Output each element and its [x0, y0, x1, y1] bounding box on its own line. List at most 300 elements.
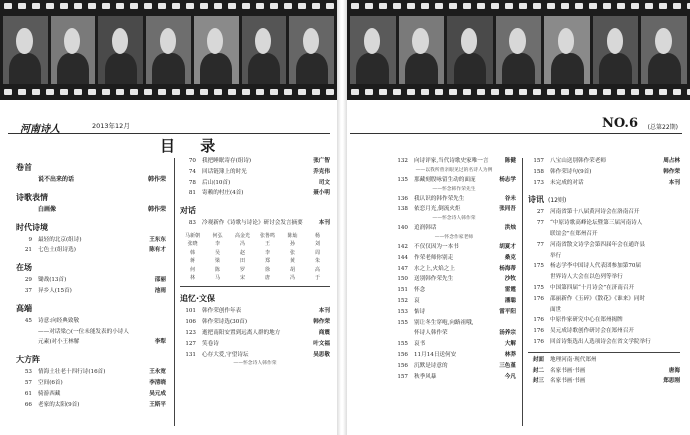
sprocket-hole [200, 89, 208, 95]
entry-subtitle: ——怀念诗人韩作荣 [432, 216, 476, 222]
entry-author: 王斯平 [149, 401, 166, 408]
news-title: 河南省散文诗学会第四届年会在通许县 [550, 241, 646, 248]
toc-entry[interactable] [180, 167, 330, 178]
toc-entry[interactable] [528, 167, 680, 178]
page-number: 77 [536, 241, 544, 248]
sprocket-hole [603, 89, 611, 95]
news-item[interactable] [528, 207, 680, 218]
sprocket-hole [298, 89, 306, 95]
entry-title: 水之上,火焰之上 [414, 265, 455, 272]
sprocket-hole [60, 3, 68, 9]
sprocket-hole [351, 89, 359, 95]
toc-entry[interactable] [392, 274, 516, 285]
toc-entry[interactable] [392, 318, 516, 329]
participant-name: 冯 [239, 241, 245, 248]
entry-title: 韩作荣创作年表 [202, 308, 242, 315]
entry-author: 大解 [504, 341, 516, 348]
entry-author: 雷霆 [504, 287, 516, 294]
entry-author: 雷平阳 [499, 308, 516, 315]
entry-title: 不仅仅因为一本书 [414, 243, 459, 250]
toc-entry[interactable] [392, 285, 516, 296]
sprocket-hole [421, 89, 429, 95]
page-number: 123 [185, 330, 196, 337]
entry-title: 回话链簿上的时光 [202, 168, 247, 175]
sprocket-hole [379, 3, 387, 9]
sprocket-hole [645, 89, 653, 95]
sprocket-hole [298, 3, 306, 9]
entry-author: 今凡 [504, 373, 516, 380]
news-item[interactable] [528, 251, 680, 262]
entry-author: 韩作荣 [147, 176, 166, 183]
section-heading: 高端 [16, 303, 32, 313]
toc-entry[interactable] [180, 156, 330, 167]
sprocket-hole [256, 89, 264, 95]
sprocket-hole [589, 3, 597, 9]
entry-title: 骑游西藏 [38, 390, 61, 397]
entry-author: 韩作荣 [663, 168, 680, 175]
sprocket-hole [505, 3, 513, 9]
toc-entry[interactable] [16, 316, 166, 327]
news-item[interactable] [528, 218, 680, 229]
portrait-photo [146, 16, 191, 84]
photo-film-strip-left [0, 0, 337, 100]
toc-entry[interactable] [392, 296, 516, 307]
entry-title: 寄赖的村庄(4首) [202, 190, 244, 197]
toc-entry[interactable] [528, 156, 680, 167]
participant-name: 唐 [264, 275, 270, 282]
entry-title: 怀诗人韩作荣 [414, 330, 448, 337]
page-number: 70 [188, 158, 196, 164]
sprocket-hole [18, 3, 26, 9]
participant-name: 李 [264, 249, 270, 256]
entry-title: 空间(6首) [38, 379, 63, 386]
participant-name: 蒋 [189, 258, 195, 265]
toc-entry[interactable] [528, 366, 680, 377]
sprocket-hole [88, 89, 96, 95]
entry-author: 杨海蒂 [499, 265, 516, 272]
sprocket-hole [547, 3, 555, 9]
sprocket-hole [228, 3, 236, 9]
toc-column-1 [16, 156, 166, 410]
page-number: 144 [397, 254, 408, 261]
news-title: 河南省第十八届黄河诗会在洛南召开 [550, 209, 640, 216]
page-number: 封面 [532, 356, 544, 363]
toc-entry[interactable] [392, 194, 516, 205]
page-number: 176 [533, 295, 544, 302]
portrait-photo [350, 16, 396, 84]
page-number: 136 [397, 195, 408, 202]
entry-title: 作荣老师你别走 [414, 254, 454, 261]
page-number: 9 [28, 236, 32, 243]
page-number: 81 [188, 190, 196, 197]
entry-author: 谷未 [504, 195, 516, 202]
participant-name: 何弘 [212, 232, 223, 239]
entry-author: 张同吾 [499, 206, 516, 213]
page-number: 140 [397, 225, 408, 232]
page-gutter [337, 0, 347, 435]
toc-entry[interactable] [392, 361, 516, 372]
news-item[interactable] [528, 315, 680, 326]
entry-title: 名家书画·书画 [550, 367, 586, 374]
toc-entry[interactable] [16, 175, 166, 186]
toc-entry[interactable] [392, 204, 516, 215]
news-title: 举行 [550, 252, 562, 259]
participant-name: 何 [189, 266, 195, 273]
toc-entry[interactable] [16, 205, 166, 216]
entry-title: 秋季风暴 [414, 373, 437, 380]
sprocket-hole [351, 3, 359, 9]
sprocket-hole [561, 89, 569, 95]
section-divider [528, 352, 680, 353]
right-page-header [350, 118, 682, 134]
toc-entry[interactable] [392, 339, 516, 350]
entry-subtitle: ——怀念诗人韩作荣 [233, 361, 277, 367]
sprocket-hole [547, 89, 555, 95]
participant-name: 张鲁鸣 [259, 232, 275, 239]
participant-name: 李 [214, 241, 220, 248]
page-number: 74 [188, 168, 196, 175]
section-heading: 诗歌表情 [16, 192, 48, 202]
entry-author: 周占林 [663, 158, 680, 164]
participant-name: 于 [314, 275, 320, 282]
entry-title: 名家书画·书画 [550, 378, 586, 385]
sprocket-hole [172, 89, 180, 95]
participant-name: 黄 [289, 258, 295, 265]
sprocket-hole [617, 89, 625, 95]
entry-title: 惦诗 [414, 308, 426, 315]
entry-title: 冷观新作《诗歌与诗论》研讨会发言摘要 [202, 220, 303, 227]
page-number: 153 [397, 308, 408, 315]
entry-title: 哀 [414, 297, 420, 304]
entry-author: 张广智 [313, 158, 330, 164]
toc-entry[interactable] [392, 223, 516, 234]
entry-title: 韩作荣诗选(30首) [202, 319, 248, 326]
news-title: 邵丽新作《玉碎》《散花》《谁来》同时 [550, 295, 646, 302]
entry-title: 老家的太阳(9首) [38, 401, 80, 408]
toc-entry[interactable] [392, 350, 516, 361]
section-divider [180, 286, 330, 287]
sprocket-hole [435, 3, 443, 9]
left-page-header [8, 118, 330, 134]
sprocket-hole [379, 89, 387, 95]
sprocket-hole [463, 3, 471, 9]
sprocket-hole [186, 89, 194, 95]
toc-entry[interactable] [16, 337, 166, 348]
sprocket-hole [326, 89, 334, 95]
toc-entry[interactable] [16, 367, 166, 378]
sprocket-hole [435, 89, 443, 95]
toc-entry[interactable] [528, 355, 680, 366]
section-heading: 卷首 [16, 163, 32, 172]
entry-author: 叶文福 [313, 340, 330, 347]
toc-entry[interactable] [180, 306, 330, 317]
entry-subtitle: ——以我所曾亲眼见过的名诗人为例 [415, 167, 493, 173]
sprocket-hole [46, 89, 54, 95]
participant-name: 梁 [214, 258, 220, 265]
news-item[interactable] [528, 240, 680, 251]
sprocket-hole [158, 89, 166, 95]
entry-author: 李犁 [154, 339, 166, 346]
sprocket-hole [200, 3, 208, 9]
participant-name: 宋 [239, 275, 245, 282]
entry-title: 未完成的对话 [550, 179, 584, 186]
news-title: 吴元成诗歌创作研讨会在郑州召开 [550, 328, 634, 335]
toc-entry[interactable] [392, 175, 516, 186]
entry-author: 司文 [318, 179, 330, 186]
news-item[interactable] [528, 305, 680, 316]
page-number: 封二 [532, 367, 544, 374]
sprocket-hole [491, 89, 499, 95]
sprocket-hole [270, 89, 278, 95]
page-number: 155 [397, 319, 408, 326]
toc-entry[interactable] [180, 178, 330, 189]
sprocket-hole [631, 3, 639, 9]
toc-entry[interactable] [16, 327, 166, 338]
portrait-photo [194, 16, 239, 84]
toc-entry[interactable] [180, 339, 330, 350]
toc-entry[interactable] [16, 245, 166, 256]
page-number: 175 [533, 284, 544, 291]
news-title: 世界诗人大会在以色列等举行 [550, 274, 623, 281]
sprocket-hole [186, 3, 194, 9]
toc-entry[interactable] [16, 378, 166, 389]
toc-entry[interactable] [16, 235, 166, 246]
film-sprockets [0, 3, 337, 11]
section-heading: 追忆·文保 [180, 294, 216, 304]
news-item[interactable] [528, 283, 680, 294]
entry-author: 林莽 [504, 351, 516, 358]
entry-author: 杨志学 [499, 176, 516, 183]
page-number: 152 [397, 297, 408, 304]
toc-entry[interactable] [392, 156, 516, 167]
participant-name: 林 [189, 275, 195, 282]
film-sprockets [347, 3, 690, 11]
sprocket-hole [519, 89, 527, 95]
portrait-photo [593, 16, 639, 84]
sprocket-hole [116, 3, 124, 9]
entry-author: 吴思敬 [313, 351, 330, 358]
toc-entry[interactable] [392, 328, 516, 339]
sprocket-hole [32, 89, 40, 95]
sprocket-hole [130, 89, 138, 95]
entry-title: 最轻的北京(组诗) [38, 236, 82, 243]
entry-author: 韩作荣 [147, 205, 166, 213]
entry-author: 陈有才 [149, 247, 166, 254]
issue-date: 2013年12月 [92, 122, 130, 130]
entry-author: 郑思刚 [663, 378, 680, 385]
entry-title: 地理河南·现代郑州 [550, 356, 597, 363]
participant-name: 周 [314, 249, 320, 256]
news-item[interactable] [528, 272, 680, 283]
toc-column-4 [528, 156, 680, 387]
news-item[interactable] [528, 261, 680, 272]
participant-name: 高金光 [234, 232, 250, 239]
sprocket-hole [60, 89, 68, 95]
participant-name: 陈 [214, 266, 220, 273]
participant-name: 马 [214, 275, 220, 282]
sprocket-hole [102, 89, 110, 95]
entry-author: 王永宽 [149, 369, 166, 376]
entry-author: 三色堇 [499, 362, 516, 369]
entry-title: 我认识的韩作荣先生 [414, 195, 465, 202]
page-number: 61 [24, 390, 32, 397]
page-number: 29 [24, 277, 32, 284]
page-number: 157 [397, 373, 408, 380]
sprocket-hole [477, 3, 485, 9]
toc-entry[interactable] [180, 317, 330, 328]
entry-author: 洪烛 [504, 225, 516, 232]
toc-entry[interactable] [180, 218, 330, 229]
toc-entry[interactable] [180, 188, 330, 199]
participant-name: 陈灿 [287, 232, 298, 239]
sprocket-hole [144, 89, 152, 95]
portrait-photo [399, 16, 445, 84]
participant-name: 张 [289, 249, 295, 256]
page-number: 142 [397, 243, 408, 250]
sprocket-hole [575, 89, 583, 95]
sprocket-hole [74, 3, 82, 9]
news-item[interactable] [528, 294, 680, 305]
entry-author: 陈健 [504, 158, 516, 164]
sprocket-hole [449, 89, 457, 95]
sprocket-hole [144, 3, 152, 9]
participant-name: 高 [314, 266, 320, 273]
toc-entry[interactable] [16, 400, 166, 411]
news-title: 中原作家研究中心在郑州揭牌 [550, 317, 623, 324]
sprocket-hole [18, 89, 26, 95]
sprocket-hole [312, 89, 320, 95]
sprocket-hole [256, 3, 264, 9]
participant-name: 刘 [314, 241, 320, 248]
entry-title: 那藏刻殷咏留生动的面庞 [414, 176, 476, 183]
page-number: 78 [188, 179, 196, 186]
portrait-photo [242, 16, 287, 84]
page-number: 155 [397, 341, 408, 348]
sprocket-hole [421, 3, 429, 9]
page-number: 175 [533, 263, 544, 270]
sprocket-hole [172, 3, 180, 9]
sprocket-hole [116, 89, 124, 95]
section-title: 诗讯 [528, 195, 544, 205]
entry-author: 本刊 [318, 308, 330, 315]
toc-entry[interactable] [528, 178, 680, 189]
sprocket-hole [4, 3, 12, 9]
sprocket-hole [158, 3, 166, 9]
sprocket-hole [449, 3, 457, 9]
sprocket-hole [645, 3, 653, 9]
photo-film-strip-right [347, 0, 690, 100]
toc-entry[interactable] [392, 372, 516, 383]
page-number: 156 [397, 362, 408, 369]
sprocket-hole [589, 89, 597, 95]
toc-entry[interactable] [392, 264, 516, 275]
toc-entry[interactable] [392, 242, 516, 253]
toc-entry[interactable] [392, 307, 516, 318]
participant-name: 孙 [289, 241, 295, 248]
page-number: 83 [188, 220, 196, 227]
entry-author: 唐海 [668, 367, 680, 374]
entry-title: 别让冬生穿咆,向路祖哦, [414, 319, 474, 326]
section-heading: 时代诗境 [16, 222, 48, 232]
page-number: 45 [24, 317, 32, 324]
page-number: 106 [185, 319, 196, 326]
entry-title: 怀念 [414, 287, 426, 294]
page-number: 150 [397, 276, 408, 283]
issue-number: NO.6 [601, 116, 638, 131]
entry-title: 韩作荣诗句(9首) [550, 168, 592, 175]
toc-entry[interactable] [16, 275, 166, 286]
sprocket-hole [284, 89, 292, 95]
sprocket-hole [4, 89, 12, 95]
toc-entry[interactable] [180, 328, 330, 339]
sprocket-hole [284, 3, 292, 9]
participant-name: 吴 [214, 249, 220, 256]
toc-entry[interactable] [180, 350, 330, 361]
page-number: 158 [533, 168, 544, 175]
entry-author: 池雨 [154, 287, 166, 294]
news-item[interactable] [528, 337, 680, 348]
page-number: 57 [24, 379, 32, 386]
participant-names [180, 232, 330, 282]
entry-title: 逝把南阳安置到远离人群的地方 [202, 330, 281, 337]
entry-author: 商震 [318, 330, 330, 337]
news-item[interactable] [528, 326, 680, 337]
sprocket-hole [561, 3, 569, 9]
entry-author: 邵丽 [154, 277, 166, 284]
entry-title: 白画像 [38, 205, 57, 213]
sprocket-hole [88, 3, 96, 9]
sprocket-hole [519, 3, 527, 9]
page-number: 27 [536, 209, 544, 216]
page-number: 157 [533, 158, 544, 164]
entry-author: 王东东 [149, 236, 166, 243]
toc-entry[interactable] [528, 376, 680, 387]
entry-author: 汤养宗 [499, 330, 516, 337]
sprocket-hole [242, 89, 250, 95]
sprocket-hole [533, 3, 541, 9]
page-number: 66 [24, 401, 32, 408]
entry-title: 后山(10首) [202, 179, 231, 186]
sprocket-hole [270, 3, 278, 9]
page-number: 101 [185, 308, 196, 315]
column-divider [174, 158, 175, 426]
entry-author: 乔克伟 [313, 168, 330, 175]
sprocket-hole [673, 89, 681, 95]
page-number: 135 [397, 176, 408, 183]
toc-entry[interactable] [16, 389, 166, 400]
sprocket-hole [603, 3, 611, 9]
page-number: 176 [533, 338, 544, 345]
news-item[interactable] [528, 229, 680, 240]
toc-entry[interactable] [16, 286, 166, 297]
film-sprockets [0, 89, 337, 97]
entry-title: 11月14日送何安 [414, 351, 457, 358]
sprocket-hole [214, 3, 222, 9]
entry-title: 八宝山送别韩作荣老师 [550, 158, 606, 164]
entry-title: ——对话梁○(一位未能发表的小诗人 [38, 328, 129, 335]
sprocket-hole [102, 3, 110, 9]
news-title: 中国第四届“十月诗会”在济南召开 [550, 284, 635, 291]
sprocket-hole [393, 3, 401, 9]
news-title: 联谊会”在郑州召开 [550, 230, 598, 237]
toc-entry[interactable] [392, 253, 516, 264]
entry-title: 哀书 [414, 341, 426, 348]
entry-author: 胡夏才 [499, 243, 516, 250]
participant-name: 韩 [189, 249, 195, 256]
page-number: 147 [397, 265, 408, 272]
sprocket-hole [617, 3, 625, 9]
section-count: (12则) [548, 197, 567, 205]
